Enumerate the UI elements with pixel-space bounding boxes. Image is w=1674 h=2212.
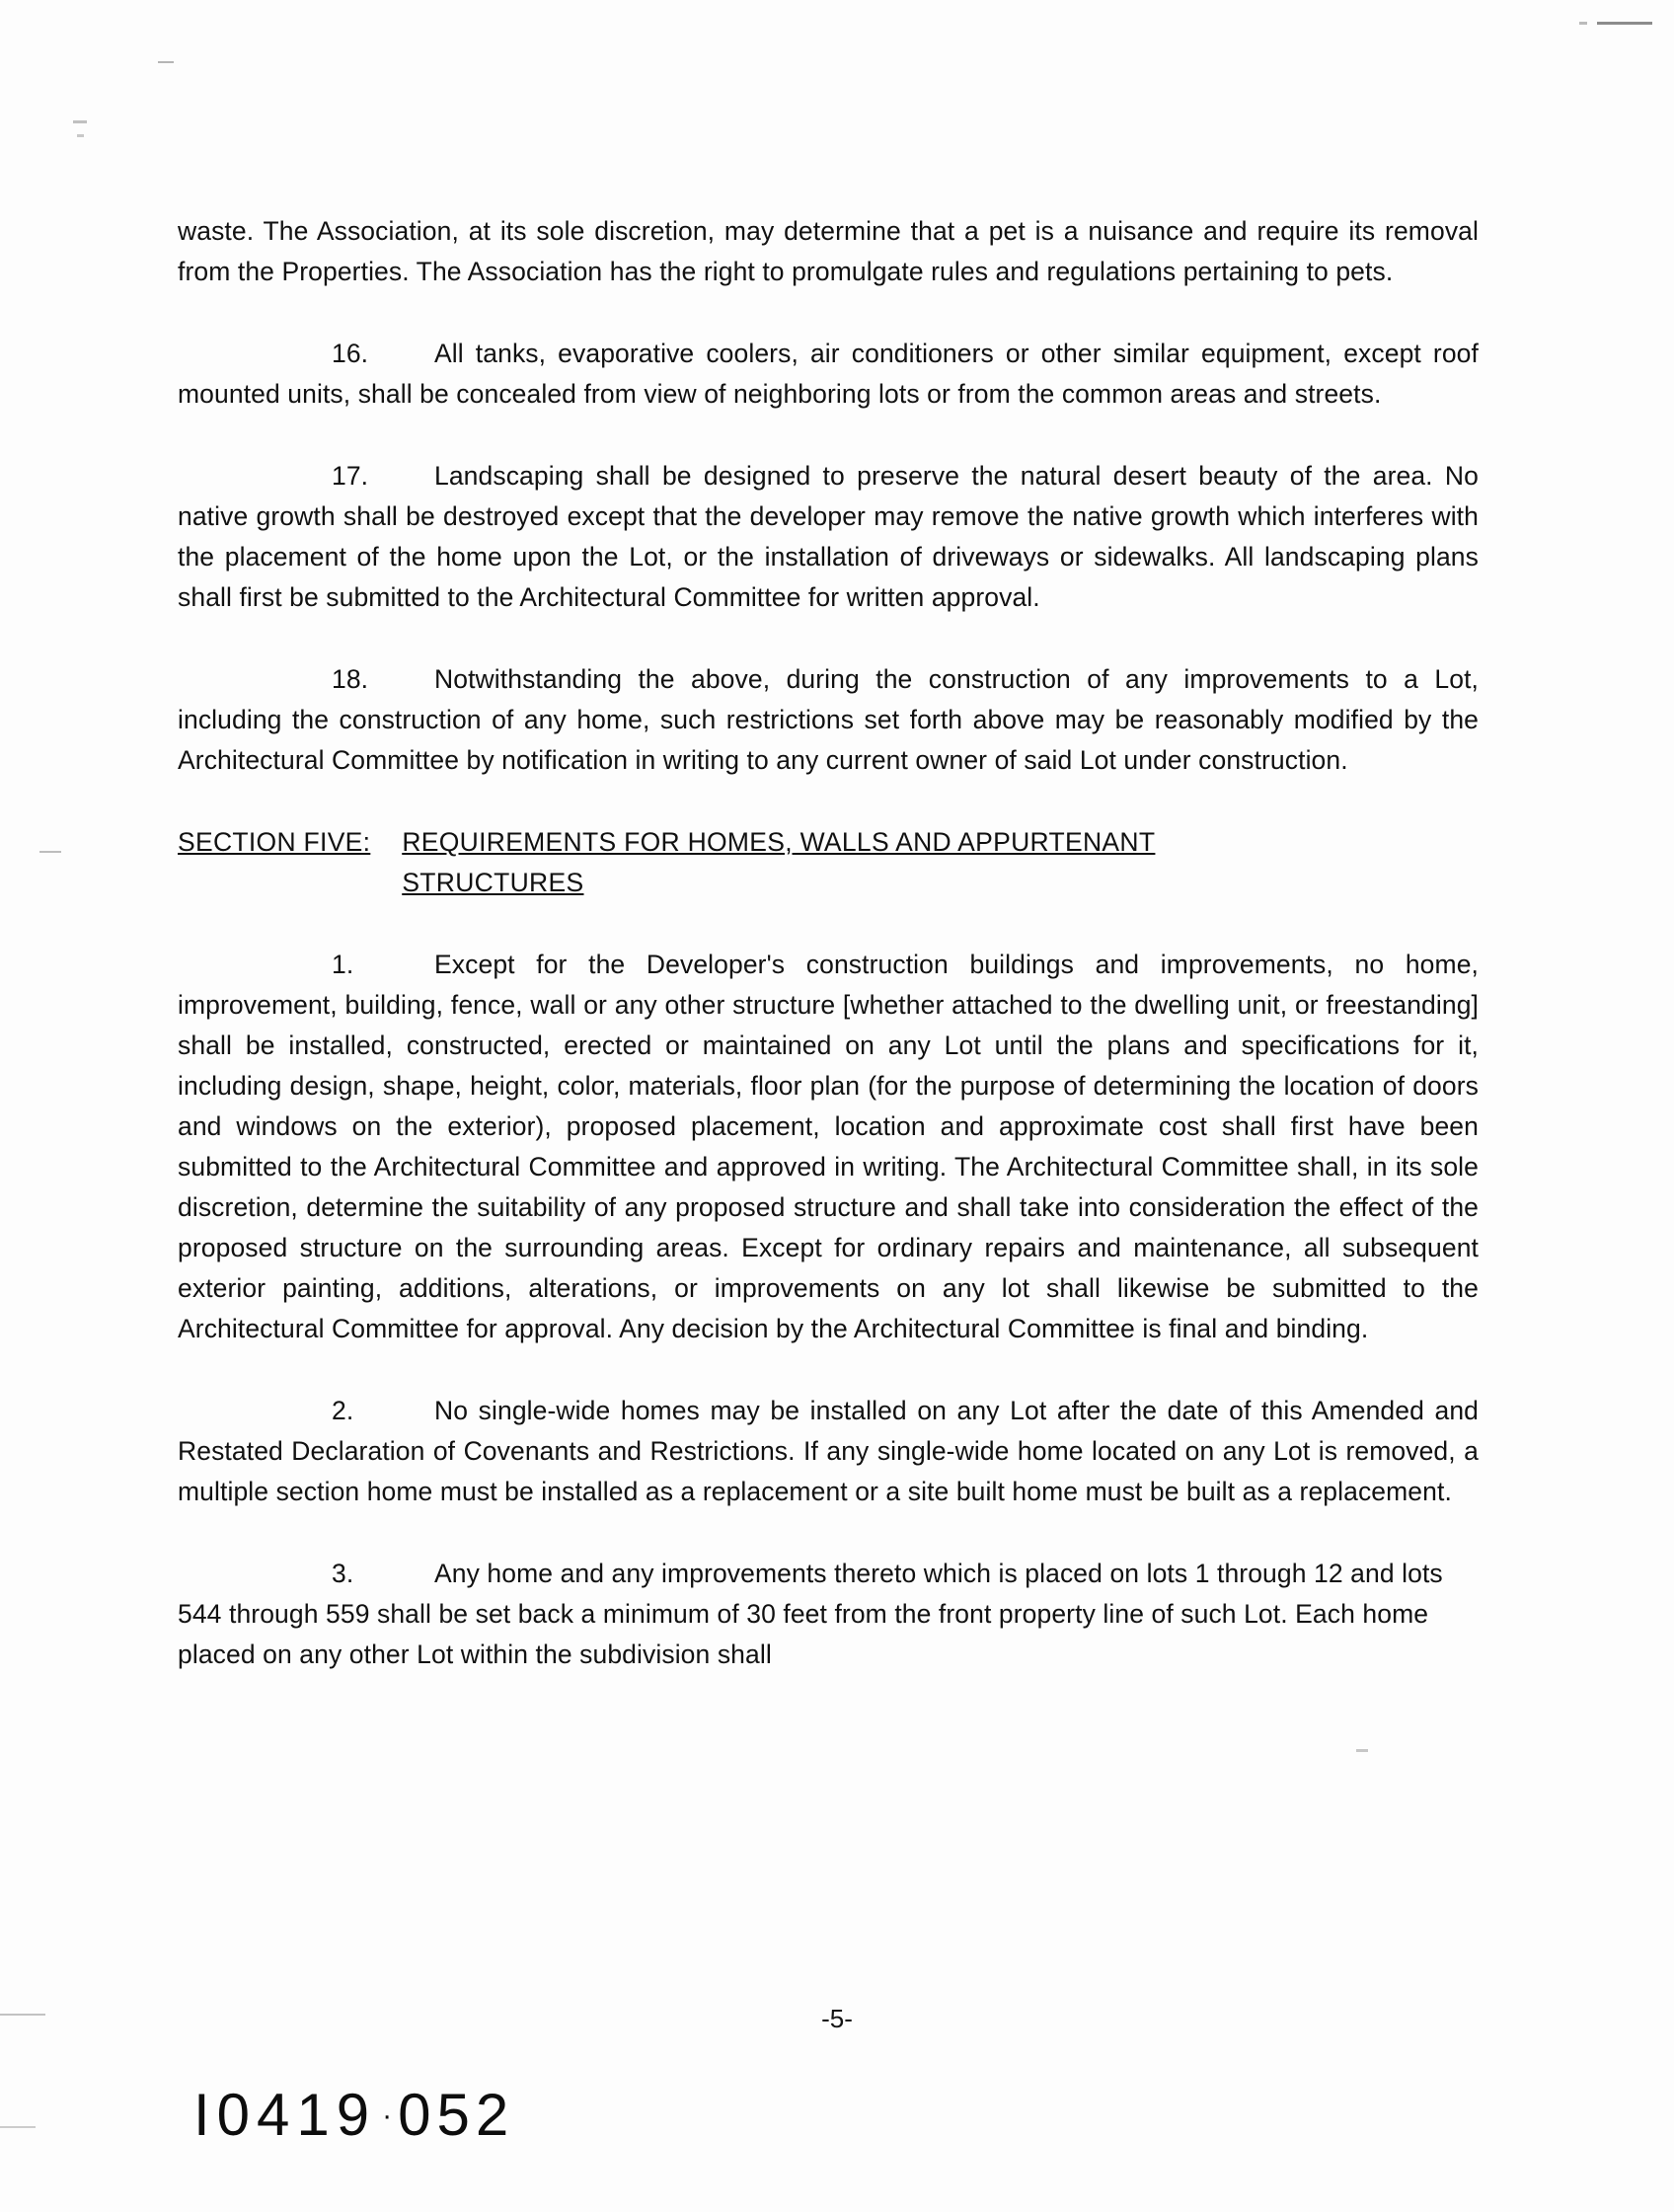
scan-artifact-left-dot-2 <box>77 134 84 137</box>
paragraph-16-text: All tanks, evaporative coolers, air conditioners or other similar equipment, except roof mounted units, shall be concealed from view of neighboring lots or from the common areas and streets. <box>178 339 1479 409</box>
section-five-paragraph-1-number: 1. <box>332 950 354 979</box>
paragraph-18 <box>178 659 1479 781</box>
paragraph-17 <box>178 456 1479 618</box>
section-five-label: SECTION FIVE: <box>178 827 371 857</box>
section-five-title-line2: STRUCTURES <box>402 868 584 897</box>
paragraph-17-text: Landscaping shall be designed to preserve the natural desert beauty of the area. No native growth shall be destroyed except that the developer may remove the native growth which interferes with the placement of the home upon the Lot, or the installation of driveways or sidewalks. All landscaping plans shall first be submitted to the Architectural Committee for written approval. <box>178 461 1479 612</box>
paragraph-17-number: 17. <box>332 461 369 491</box>
section-five-heading <box>178 822 1479 903</box>
scan-artifact-left-tick-2 <box>39 851 61 853</box>
section-five-paragraph-3-text: Any home and any improvements thereto which is placed on lots 1 through 12 and lots 544 through 559 shall be set back a minimum of 30 feet from the front property line of such Lot. Each home placed on any other Lot within the subdivision shall <box>178 1559 1443 1669</box>
paragraph-18-text: Notwithstanding the above, during the construction of any improvements to a Lot, including the construction of any home, such restrictions set forth above may be reasonably modified by the Architectural Committee by notification in writing to any current owner of said Lot under construction. <box>178 664 1479 775</box>
recorder-stamp-page: 052 <box>398 2082 515 2148</box>
section-five-title-line1: REQUIREMENTS FOR HOMES, WALLS AND APPURTENANT <box>402 827 1156 857</box>
recorder-stamp-separator: · <box>382 2099 393 2132</box>
scan-artifact-left-tick-1 <box>158 61 174 63</box>
page-number: -5- <box>821 2004 853 2033</box>
section-five-paragraph-3 <box>178 1554 1479 1675</box>
section-five-title <box>402 822 1155 903</box>
recorder-stamp <box>193 2081 514 2149</box>
section-five-paragraph-2-text: No single-wide homes may be installed on any Lot after the date of this Amended and Restated Declaration of Covenants and Restrictions. If any single-wide home located on any Lot is removed, a multiple section home must be installed as a replacement or a site built home must be built as a replacement. <box>178 1396 1479 1506</box>
paragraph-16 <box>178 334 1479 415</box>
recorder-stamp-book: I0419 <box>193 2082 377 2148</box>
section-five-paragraph-1-text: Except for the Developer's construction buildings and improvements, no home, improvement, building, fence, wall or any other structure [whether attached to the dwelling unit, or freestanding] shall be installed, constructed, erected or maintained on any Lot until the plans and specifications for it, including design, shape, height, color, materials, floor plan (for the purpose of determining the location of doors and windows on the exterior), proposed placement, location and approximate cost shall first have been submitted to the Architectural Committee and approved in writing. The Architectural Committee shall, in its sole discretion, determine the suitability of any proposed structure and shall take into consideration the effect of the proposed structure on the surrounding areas. Except for ordinary repairs and maintenance, all subsequent exterior painting, additions, alterations, or improvements on any lot shall likewise be submitted to the Architectural Committee for approval. Any decision by the Architectural Committee is final and binding. <box>178 950 1479 1343</box>
document-body <box>178 211 1479 1716</box>
paragraph-continued: waste. The Association, at its sole discretion, may determine that a pet is a nuisance and require its removal from the Properties. The Association has the right to promulgate rules and regulations pertaining to pets. <box>178 216 1479 286</box>
section-five-paragraph-1 <box>178 945 1479 1349</box>
section-five-paragraph-2 <box>178 1391 1479 1512</box>
scan-artifact-left-dot-1 <box>73 120 87 123</box>
section-five-paragraph-2-number: 2. <box>332 1396 354 1425</box>
paragraph-18-number: 18. <box>332 664 369 694</box>
paragraph-16-number: 16. <box>332 339 369 368</box>
section-five-paragraph-3-number: 3. <box>332 1559 354 1588</box>
scan-artifact-right-dot-1 <box>1356 1749 1368 1752</box>
scan-artifact-left-tick-4 <box>0 2126 36 2128</box>
scan-artifact-top-right <box>1579 22 1652 25</box>
